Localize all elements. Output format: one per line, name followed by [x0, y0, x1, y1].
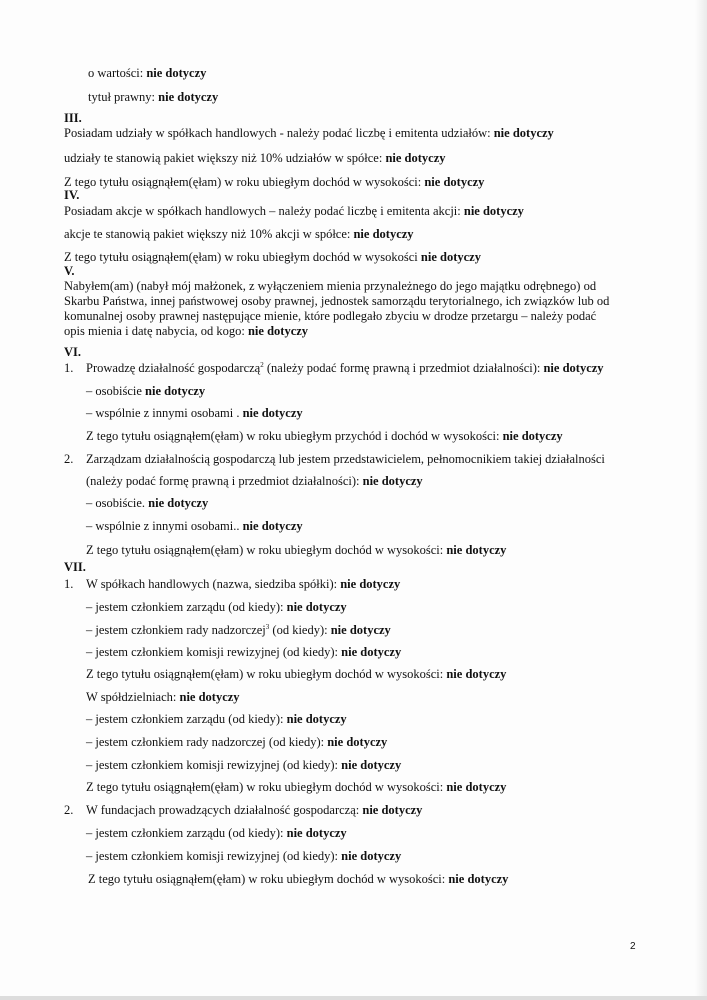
line-text: – jestem członkiem zarządu (od kiedy):	[86, 600, 287, 614]
line-text: o wartości:	[88, 66, 147, 80]
line-text: – jestem członkiem rady nadzorczej (od kiedy):	[86, 735, 328, 749]
line-text: Z tego tytułu osiągnąłem(ęłam) w roku ubiegłym przychód i dochód w wysokości:	[86, 429, 503, 443]
jointly-line	[86, 406, 303, 420]
line-answer: nie dotyczy	[148, 496, 209, 510]
line-answer: nie dotyczy	[502, 429, 563, 443]
line-answer: nie dotyczy	[340, 577, 401, 591]
line-text: Posiadam akcje w spółkach handlowych – należy podać liczbę i emitenta akcji:	[64, 204, 464, 218]
line-answer: nie dotyczy	[341, 849, 402, 863]
supervisory-line	[86, 623, 391, 637]
companies-line	[86, 577, 400, 591]
section-heading-v: V.	[64, 264, 75, 278]
line-text: – jestem członkiem rady nadzorczej	[86, 623, 266, 637]
item-number: 1.	[64, 577, 74, 591]
manage-income-line	[86, 543, 506, 557]
acquisition-line: Nabyłem(am) (nabył mój małżonek, z wyłączeniem mienia przynależnego do jego majątku odrębnego) od	[64, 279, 597, 293]
line-answer: nie dotyczy	[242, 519, 303, 533]
line-text: akcje te stanowią pakiet większy niż 10% akcji w spółce:	[64, 227, 354, 241]
line-answer: nie dotyczy	[247, 324, 309, 338]
item-number: 2.	[64, 452, 74, 466]
line-text: opis mienia i datę nabycia, od kogo:	[64, 324, 248, 338]
board-line	[86, 600, 347, 614]
line-answer: nie dotyczy	[543, 361, 604, 375]
line-answer: nie dotyczy	[424, 175, 485, 189]
item-number: 2.	[64, 803, 74, 817]
line-answer: nie dotyczy	[146, 66, 207, 80]
line-text: (należy podać formę prawną i przedmiot działalności):	[263, 361, 544, 375]
line-text: – jestem członkiem komisji rewizyjnej (od kiedy):	[86, 645, 342, 659]
line-text: – jestem członkiem zarządu (od kiedy):	[86, 712, 287, 726]
stock-package-line	[64, 227, 414, 241]
line-answer: nie dotyczy	[327, 735, 388, 749]
shares-income-line	[64, 175, 484, 189]
line-answer: nie dotyczy	[493, 126, 554, 140]
line-answer: nie dotyczy	[362, 803, 423, 817]
line-text: (od kiedy):	[269, 623, 331, 637]
line-text: W fundacjach prowadzących działalność gospodarczą:	[86, 803, 363, 817]
acquisition-line: komunalnej osoby prawnej następujące mienie, które podlegało zbyciu w drodze przetargu – należy podać	[64, 309, 597, 323]
manage-line: Zarządzam działalnością gospodarczą lub jestem przedstawicielem, pełnomocnikiem takiej działalności	[86, 452, 605, 466]
line-answer: nie dotyczy	[242, 406, 303, 420]
footnote-mark: 3	[265, 622, 270, 631]
line-text: – wspólnie z innymi osobami .	[86, 406, 243, 420]
manage-form-line	[86, 474, 423, 488]
line-answer: nie dotyczy	[446, 780, 507, 794]
line-text: (należy podać formę prawną i przedmiot działalności):	[86, 474, 363, 488]
line-answer: nie dotyczy	[145, 384, 206, 398]
cooperatives-income-line	[86, 780, 506, 794]
legal-title-line	[88, 90, 218, 104]
acquisition-line	[64, 324, 308, 338]
value-line	[88, 66, 206, 80]
line-answer: nie dotyczy	[286, 600, 347, 614]
line-answer: nie dotyczy	[448, 872, 509, 886]
line-text: Z tego tytułu osiągnąłem(ęłam) w roku ubiegłym dochód w wysokości:	[88, 872, 449, 886]
line-text: Z tego tytułu osiągnąłem(ęłam) w roku ubiegłym dochód w wysokości:	[64, 175, 425, 189]
section-heading-iv: IV.	[64, 188, 80, 202]
personally-line	[86, 496, 208, 510]
audit-line	[86, 849, 401, 863]
line-text: W spółkach handlowych (nazwa, siedziba spółki):	[86, 577, 341, 591]
foundations-income-line	[88, 872, 508, 886]
board-line	[86, 826, 347, 840]
scan-bottom-edge	[0, 996, 707, 1000]
section-heading-vi: VI.	[64, 345, 82, 359]
line-answer: nie dotyczy	[446, 667, 507, 681]
line-text: – jestem członkiem komisji rewizyjnej (od kiedy):	[86, 758, 342, 772]
personally-line	[86, 384, 205, 398]
line-text: – osobiście	[86, 384, 146, 398]
line-text: W spółdzielniach:	[86, 690, 180, 704]
line-answer: nie dotyczy	[179, 690, 240, 704]
line-text: Posiadam udziały w spółkach handlowych - należy podać liczbę i emitenta udziałów:	[64, 126, 494, 140]
stock-income-line	[64, 250, 481, 264]
line-answer: nie dotyczy	[341, 758, 402, 772]
line-answer: nie dotyczy	[353, 227, 414, 241]
shares-package-line	[64, 151, 446, 165]
page-number: 2	[630, 941, 636, 952]
line-text: Z tego tytułu osiągnąłem(ęłam) w roku ubiegłym dochód w wysokości:	[86, 543, 447, 557]
stock-line	[64, 204, 524, 218]
companies-income-line	[86, 667, 506, 681]
line-answer: nie dotyczy	[286, 712, 347, 726]
line-answer: nie dotyczy	[341, 645, 402, 659]
item-number: 1.	[64, 361, 74, 375]
line-text: udziały te stanowią pakiet większy niż 10% udziałów w spółce:	[64, 151, 386, 165]
scan-edge-shadow	[695, 0, 707, 1000]
line-text: – osobiście.	[86, 496, 149, 510]
line-text: Z tego tytułu osiągnąłem(ęłam) w roku ubiegłym dochód w wysokości	[64, 250, 421, 264]
line-answer: nie dotyczy	[420, 250, 481, 264]
line-answer: nie dotyczy	[286, 826, 347, 840]
audit-line	[86, 758, 401, 772]
line-text: – jestem członkiem zarządu (od kiedy):	[86, 826, 287, 840]
jointly-line	[86, 519, 303, 533]
board-line	[86, 712, 347, 726]
business-line	[86, 361, 604, 375]
line-answer: nie dotyczy	[446, 543, 507, 557]
section-heading-iii: III.	[64, 111, 82, 125]
cooperatives-line	[86, 690, 240, 704]
supervisory-line	[86, 735, 387, 749]
line-answer: nie dotyczy	[330, 623, 391, 637]
line-text: Prowadzę działalność gospodarczą	[86, 361, 261, 375]
line-text: – wspólnie z innymi osobami..	[86, 519, 243, 533]
business-income-line	[86, 429, 563, 443]
line-answer: nie dotyczy	[385, 151, 446, 165]
acquisition-line: Skarbu Państwa, innej państwowej osoby prawnej, jednostek samorządu terytorialnego, ich związków lub od	[64, 294, 610, 308]
audit-line	[86, 645, 401, 659]
line-text: tytuł prawny:	[88, 90, 159, 104]
line-text: Z tego tytułu osiągnąłem(ęłam) w roku ubiegłym dochód w wysokości:	[86, 780, 447, 794]
line-text: Z tego tytułu osiągnąłem(ęłam) w roku ubiegłym dochód w wysokości:	[86, 667, 447, 681]
line-text: – jestem członkiem komisji rewizyjnej (od kiedy):	[86, 849, 342, 863]
line-answer: nie dotyczy	[158, 90, 219, 104]
section-heading-vii: VII.	[64, 560, 86, 574]
shares-line	[64, 126, 554, 140]
footnote-mark: 2	[260, 360, 264, 369]
line-answer: nie dotyczy	[362, 474, 423, 488]
foundations-line	[86, 803, 422, 817]
line-answer: nie dotyczy	[463, 204, 524, 218]
